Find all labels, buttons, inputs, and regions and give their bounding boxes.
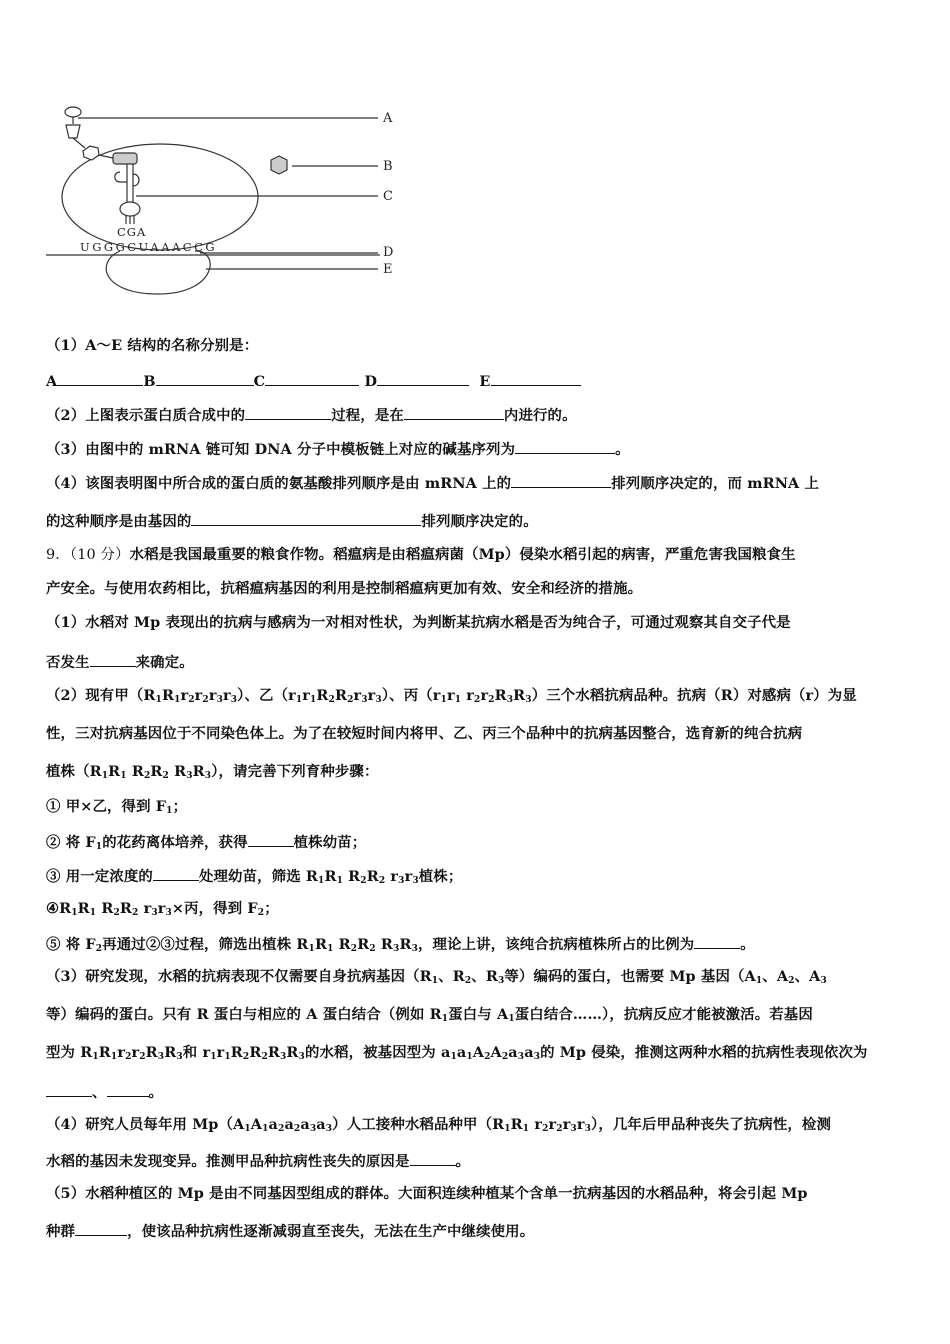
q9-part3-line4: 、 。 [46,1081,163,1103]
q8-part4-line1: （4）该图表明图中所合成的蛋白质的氨基酸排列顺序是由 mRNA 上的 排列顺序决定的，而 mRNA 上 [46,472,819,494]
q9-part4-line2: 水稻的基因未发现变异。推测甲品种抗病性丧失的原因是 。 [46,1150,470,1172]
q9-step5: ⑤ 将 $F_2$再通过②③过程，筛选出植株 $R_1R_1$ $R_2R_2$ $R_3R_3$，理论上讲，该纯合抗病植株所占的比例为 。 [46,933,755,955]
q9-part5-line2: 种群 ，使该品种抗病性逐渐减弱直至丧失，无法在生产中继续使用。 [46,1220,534,1242]
q9-intro-line1: 9．（10 分）水稻是我国最重要的粮食作物。稻瘟病是由稻瘟病菌（Mp）侵染水稻引起的病害，严重危害我国粮食生 [46,546,796,563]
q8-blanks: A B C D E [46,370,581,392]
label-e: E [383,262,393,277]
ribosome-small-subunit [106,251,210,294]
q9-part2-line3: 植株（$R_1R_1$ $R_2R_2$ $R_3R_3$），请完善下列育种步骤： [46,763,379,781]
q8-part2: （2）上图表示蛋白质合成中的 过程，是在 内进行的。 [46,404,577,426]
label-a: A [383,111,393,126]
q9-part3-line2: 等）编码的蛋白。只有 R 蛋白与相应的 A 蛋白结合（例如 $R_1$蛋白与 $A_1$蛋白结合……），抗病反应才能被激活。若基因 [46,1006,813,1024]
q9-part1-line1: （1）水稻对 Mp 表现出的抗病与感病为一对相对性状，为判断某抗病水稻是否为纯合子，可通过观察其自交子代是 [46,614,791,631]
label-c: C [383,189,393,204]
mrna-sequence: UGGGCUAAACCG [80,240,218,254]
q9-step4: $④R_1R_1$ $R_2R_2$ $r_3r_3\times$丙，得到 $F_2$； [46,900,279,918]
q9-part3-line1: （3）研究发现，水稻的抗病表现不仅需要自身抗病基因（$R_1$、$R_2$、$R_3$等）编码的蛋白，也需要 Mp 基因（$A_1$、$A_2$、$A_3$ [46,968,827,986]
amino-acid-4 [113,153,137,164]
q9-intro-line2: 产安全。与使用农药相比，抗稻瘟病基因的利用是控制稻瘟病更加有效、安全和经济的措施。 [46,580,643,597]
free-amino-acid [271,156,287,174]
q9-step2: ② 将 $F_1$的花药离体培养，获得 植株幼苗； [46,831,366,853]
q9-part1-line2: 否发生 来确定。 [46,651,194,673]
q9-part4-line1: （4）研究人员每年用 $Mp(A_1A_1a_2a_2a_3a_3)$人工接种水稻品种甲（$R_1R_1$ $r_2r_2r_3r_3$），几年后甲品种丧失了抗病性，检测 [46,1116,831,1134]
label-d: D [383,245,394,260]
q8-part4-line2: 的这种顺序是由基因的 排列顺序决定的。 [46,510,538,532]
q9-part3-line3: 型为 $R_1R_1r_2r_2R_3R_3$和 $r_1r_1R_2R_2R_3R_3$的水稻，被基因型为 $a_1a_1A_2A_2a_3a_3$的 Mp 侵染，推测这两种水稻的抗病性表现依次为 [46,1044,868,1062]
label-b: B [383,159,393,174]
q9-part5-line1: （5）水稻种植区的 Mp 是由不同基因型组成的群体。大面积连续种植某个含单一抗病基因的水稻品种，将会引起 Mp [46,1185,808,1202]
q8-part1: （1）A～E 结构的名称分别是： [46,337,259,354]
anticodon-label: CGA [117,225,147,239]
q9-step3: ③ 用一定浓度的 处理幼苗，筛选 $R_1R_1$ $R_2R_2$ $r_3r_3$植株； [46,865,462,887]
q9-part2-line1: （2）现有甲$(R_1R_1r_2r_2r_3r_3)$、乙$(r_1r_1R_2R_2r_3r_3)$、丙（$r_1r_1$ $r_2r_2R_3R_3$）三个水稻抗病品种。抗病（R）对感病（r）为显 [46,687,857,705]
amino-acid-2 [66,125,80,138]
q9-step1: ① 甲×乙，得到 $F_1$； [46,798,188,816]
q9-part2-line2: 性，三对抗病基因位于不同染色体上。为了在较短时间内将甲、乙、丙三个品种中的抗病基因整合，选育新的纯合抗病 [46,725,803,742]
translation-diagram [40,100,420,310]
q8-part3: （3）由图中的 mRNA 链可知 DNA 分子中模板链上对应的碱基序列为 。 [46,438,630,460]
amino-acid-1 [65,107,81,117]
